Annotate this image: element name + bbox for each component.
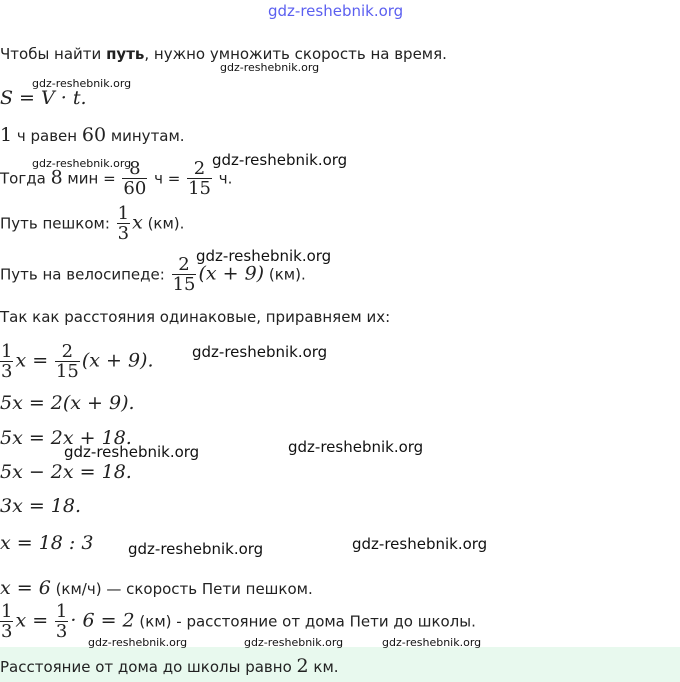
bike-line	[0, 255, 306, 295]
fraction-numerator: 1	[117, 203, 130, 224]
equation-5: 3x = 18.	[0, 495, 82, 517]
fraction-numerator: 8	[129, 158, 141, 179]
fraction-numerator: 2	[178, 254, 190, 275]
fraction-denominator: 3	[1, 621, 13, 642]
watermark: gdz-reshebnik.org	[88, 636, 188, 649]
answer-unit: км.	[308, 658, 339, 676]
watermark: gdz-reshebnik.org	[192, 343, 328, 361]
fraction-numerator: 1	[1, 601, 13, 622]
conversion-line	[0, 159, 232, 199]
then-value: 8	[50, 166, 63, 189]
walk-line	[0, 204, 184, 244]
hour-number: 1	[0, 124, 13, 146]
fraction-numerator: 1	[1, 341, 13, 362]
watermark: gdz-reshebnik.org	[32, 157, 132, 170]
walk-variable: x	[132, 211, 143, 234]
fraction-1-3	[0, 602, 13, 642]
watermark: gdz-reshebnik.org	[382, 636, 482, 649]
answer-text: Расстояние от дома до школы равно	[0, 658, 297, 676]
bike-expression: (x + 9)	[198, 262, 265, 285]
equation-1-middle: x =	[15, 349, 49, 372]
walk-label: Путь пешком:	[0, 214, 115, 233]
fraction-2-15	[172, 255, 197, 295]
watermark: gdz-reshebnik.org	[288, 438, 424, 456]
intro-text-after: , нужно умножить скорость на время.	[144, 45, 447, 63]
equation-7	[0, 577, 313, 599]
fraction-numerator: 1	[55, 601, 68, 622]
equation-1	[0, 342, 154, 382]
equal-text: Так как расстояния одинаковые, приравняем их:	[0, 308, 391, 326]
watermark: gdz-reshebnik.org	[32, 77, 132, 90]
watermark: gdz-reshebnik.org	[212, 151, 348, 169]
fraction-8-60	[122, 159, 147, 199]
fraction-2-15	[187, 159, 212, 199]
watermark: gdz-reshebnik.org	[220, 61, 320, 74]
equation-7-math: x = 6	[0, 577, 51, 599]
fraction-denominator: 60	[123, 178, 147, 199]
fraction-denominator: 15	[172, 274, 196, 295]
equation-2: 5x = 2(x + 9).	[0, 392, 135, 414]
bike-label: Путь на велосипеде:	[0, 265, 170, 284]
hour-line	[0, 124, 185, 146]
formula-distance: S = V · t.	[0, 87, 87, 109]
fraction-1-3	[0, 342, 13, 382]
walk-unit: (км).	[142, 214, 185, 233]
watermark: gdz-reshebnik.org	[128, 540, 264, 558]
equation-3: 5x = 2x + 18.	[0, 427, 132, 449]
answer-value: 2	[296, 655, 309, 677]
then-label: Тогда	[0, 169, 51, 188]
fraction-denominator: 15	[55, 361, 79, 382]
watermark: gdz-reshebnik.org	[196, 247, 332, 265]
hour-text: ч равен	[12, 127, 82, 145]
unit-hour-end: ч.	[213, 169, 233, 188]
minutes-text: минутам.	[106, 127, 185, 145]
fraction-1-3	[117, 204, 130, 244]
fraction-1-3	[55, 602, 68, 642]
intro-text-before: Чтобы найти	[0, 45, 107, 63]
fraction-denominator: 3	[55, 621, 68, 642]
intro-bold-word: путь	[106, 45, 145, 63]
watermark: gdz-reshebnik.org	[244, 636, 344, 649]
watermark-top: gdz-reshebnik.org	[268, 2, 404, 20]
bike-unit: (км).	[264, 265, 306, 284]
fraction-denominator: 3	[117, 223, 130, 244]
answer-line	[0, 655, 339, 677]
watermark: gdz-reshebnik.org	[352, 535, 488, 553]
unit-hour: ч =	[149, 169, 181, 188]
fraction-numerator: 2	[61, 341, 74, 362]
equation-1-end: (x + 9).	[81, 349, 154, 372]
then-min: мин =	[62, 169, 116, 188]
watermark: gdz-reshebnik.org	[64, 443, 200, 461]
fraction-denominator: 3	[1, 361, 13, 382]
equation-7-text: (км/ч) — скорость Пети пешком.	[50, 580, 313, 598]
equation-4: 5x − 2x = 18.	[0, 461, 132, 483]
minutes-number: 60	[81, 124, 107, 146]
equation-6: x = 18 : 3	[0, 532, 94, 554]
fraction-2-15	[55, 342, 80, 382]
fraction-denominator: 15	[188, 178, 211, 199]
equation-8-math: · 6 = 2	[70, 609, 135, 632]
fraction-numerator: 2	[193, 158, 206, 179]
equation-8-text: (км) - расстояние от дома Пети до школы.	[134, 612, 476, 631]
equation-8-middle: x =	[15, 609, 49, 632]
